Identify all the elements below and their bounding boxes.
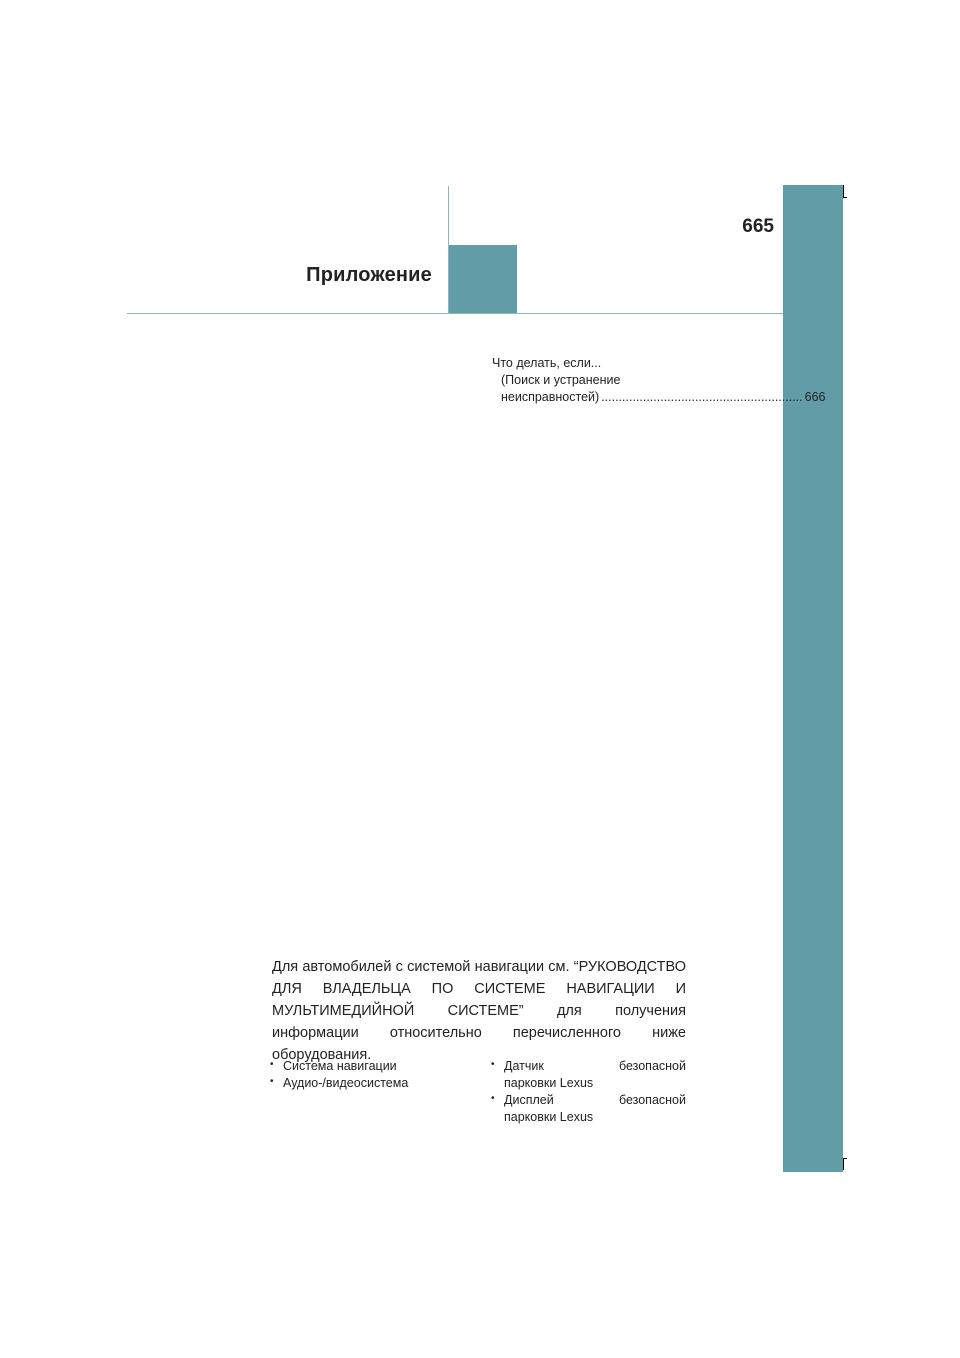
equipment-list-right [491,1058,686,1126]
crop-mark-bottom-tick [843,1158,847,1159]
list-item [491,1092,686,1126]
list-item-row [504,1058,686,1075]
toc-entry-subtitle: (Поиск и устранение [501,373,621,387]
chapter-side-tab [783,185,843,1172]
chapter-title: Приложение [306,264,432,286]
chapter-color-block [449,245,517,313]
list-item [270,1075,460,1092]
list-item-word: безопасной [618,1093,686,1107]
list-item [491,1058,686,1092]
list-item-label: Аудио-/видеосистема [283,1076,409,1090]
toc-entry-title: Что делать, если... [492,356,602,370]
navigation-note: Для автомобилей с системой навигации см. “РУКОВОДСТВО ДЛЯ ВЛАДЕЛЬЦА ПО СИСТЕМЕ НАВИГАЦИИ И МУЛЬТИМЕДИЙНОЙ СИСТЕМЕ” для получения информации относительно перечисленного ниже оборудования. [272,959,686,1063]
list-item-label: Система навигации [283,1059,397,1073]
toc-entry-dots: .......................................................... [601,390,803,404]
list-item-word: • Дисплей [504,1093,554,1107]
crop-mark-bottom [843,1158,844,1170]
equipment-list-left [270,1058,460,1092]
list-item [270,1058,460,1075]
list-item-word: • Датчик [504,1059,544,1073]
toc-entry[interactable] [492,355,826,406]
crop-mark-top-tick [843,197,847,198]
list-item-line2: парковки Lexus [504,1076,594,1090]
toc-entry-leader-row [492,389,826,406]
header-divider-horizontal [127,313,783,314]
toc-entry-page: 666 [804,390,826,404]
list-item-line2: парковки Lexus [504,1110,594,1124]
list-item-row [504,1092,686,1109]
toc-entry-subtitle-cont: неисправностей) [501,390,600,404]
page-number: 665 [742,216,774,237]
list-item-word: безопасной [618,1059,686,1073]
crop-mark-top [843,185,844,197]
